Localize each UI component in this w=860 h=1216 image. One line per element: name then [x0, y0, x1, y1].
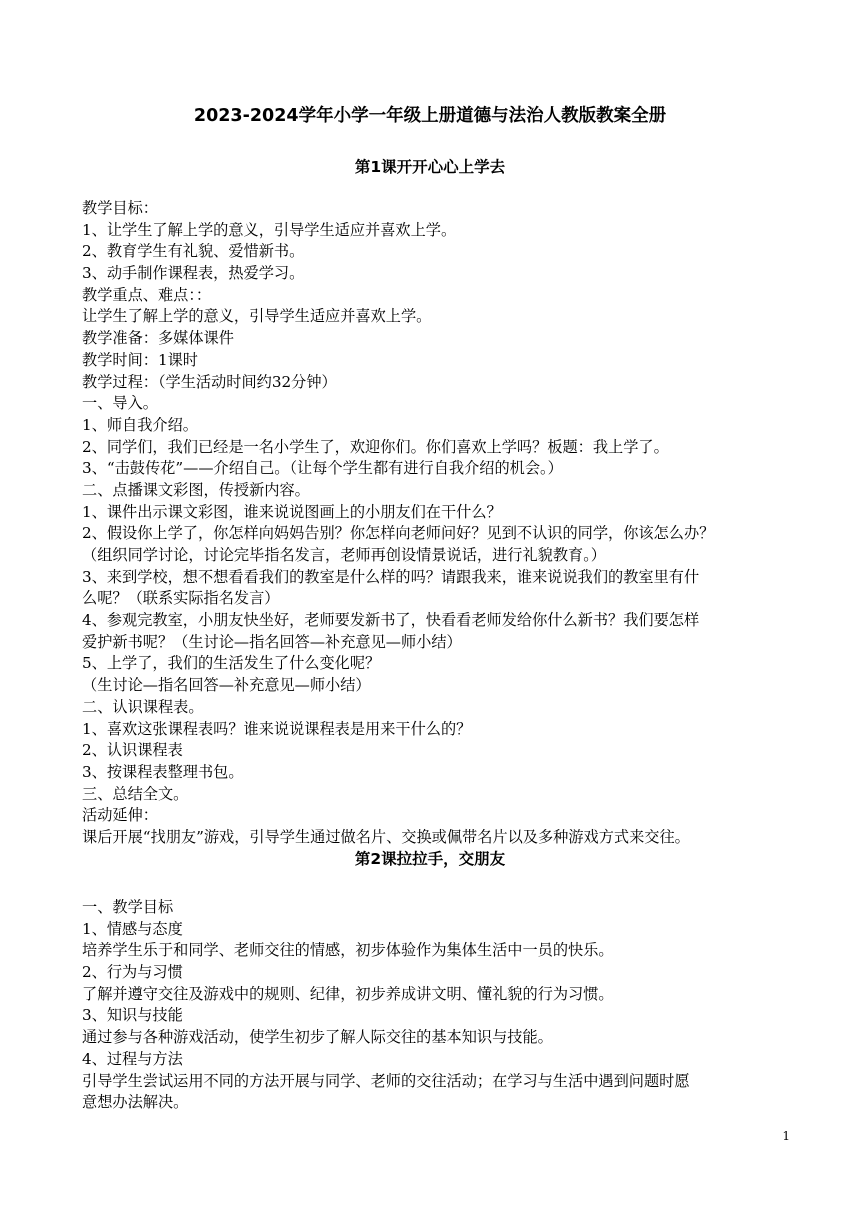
- text-line: 4、参观完教室，小朋友快坐好，老师要发新书了，快看看老师发给你什么新书？我们要怎样: [82, 611, 700, 630]
- text-line: 3、动手制作课程表，热爱学习。: [82, 264, 305, 283]
- lesson-2-title: 第2课拉拉手，交朋友: [354, 849, 506, 868]
- text-line: 教学准备：多媒体课件: [82, 329, 234, 348]
- text-line: 让学生了解上学的意义，引导学生适应并喜欢上学。: [82, 307, 432, 326]
- text-line: 2、行为与习惯: [82, 963, 183, 982]
- text-line: 培养学生乐于和同学、老师交往的情感，初步体验作为集体生活中一员的快乐。: [82, 941, 614, 960]
- text-line: 1、课件出示课文彩图，谁来说说图画上的小朋友们在干什么？: [82, 502, 502, 521]
- text-line: 3、“击鼓传花”——介绍自己。（让每个学生都有进行自我介绍的机会。）: [82, 459, 563, 478]
- text-line: 教学重点、难点：：: [82, 285, 212, 304]
- text-line: 教学时间：1课时: [82, 350, 198, 369]
- text-line: 三、总结全文。: [82, 784, 189, 803]
- text-line: 二、点播课文彩图，传授新内容。: [82, 480, 310, 499]
- text-line: 教学过程：（学生活动时间约32分钟）: [82, 372, 337, 391]
- text-line: 1、情感与态度: [82, 919, 183, 938]
- lesson-1-title: 第1课开开心心上学去: [354, 158, 506, 176]
- text-line: 2、假设你上学了，你怎样向妈妈告别？你怎样向老师问好？见到不认识的同学，你该怎么办？: [82, 524, 715, 543]
- page-number: 1: [782, 1129, 790, 1143]
- text-line: （生讨论—指名回答—补充意见—师小结）: [82, 676, 371, 695]
- text-line: 3、按课程表整理书包。: [82, 762, 244, 781]
- text-line: 1、让学生了解上学的意义，引导学生适应并喜欢上学。: [82, 220, 457, 239]
- text-line: 3、知识与技能: [82, 1006, 183, 1025]
- text-line: 4、过程与方法: [82, 1049, 183, 1068]
- lesson-1-body: [82, 198, 782, 870]
- text-line: 意想办法解决。: [82, 1093, 189, 1112]
- text-line: 二、认识课程表。: [82, 697, 204, 716]
- text-line: 课后开展“找朋友”游戏，引导学生通过做名片、交换或佩带名片以及多种游戏方式来交往。: [82, 827, 690, 846]
- text-line: 3、来到学校，想不想看看我们的教室是什么样的吗？请跟我来，谁来说说我们的教室里有什: [82, 567, 700, 586]
- lesson-2-body: [82, 897, 782, 1114]
- text-line: 2、教育学生有礼貌、爱惜新书。: [82, 242, 305, 261]
- text-line: 教学目标：: [82, 199, 158, 217]
- text-line: 么呢？（联系实际指名发言）: [82, 589, 280, 608]
- text-line: 引导学生尝试运用不同的方法开展与同学、老师的交往活动；在学习与生活中遇到问题时愿: [82, 1071, 690, 1090]
- text-line: 一、导入。: [82, 394, 158, 413]
- text-line: 1、喜欢这张课程表吗？谁来说说课程表是用来干什么的？: [82, 719, 472, 738]
- text-line: 2、同学们，我们已经是一名小学生了，欢迎你们。你们喜欢上学吗？板题：我上学了。: [82, 437, 669, 456]
- text-line: 1、师自我介绍。: [82, 415, 198, 434]
- text-line: 一、教学目标: [82, 898, 174, 916]
- text-line: 通过参与各种游戏活动，使学生初步了解人际交往的基本知识与技能。: [82, 1028, 553, 1047]
- text-line: （组织同学讨论，讨论完毕指名发言，老师再创设情景说话，进行礼貌教育。）: [82, 546, 606, 564]
- text-line: 活动延伸：: [82, 806, 158, 825]
- text-line: 2、认识课程表: [82, 741, 183, 760]
- text-line: 了解并遵守交往及游戏中的规则、纪律，初步养成讲文明、懂礼貌的行为习惯。: [82, 984, 614, 1003]
- document-title: 2023-2024学年小学一年级上册道德与法治人教版教案全册: [193, 106, 667, 126]
- text-line: 5、上学了，我们的生活发生了什么变化呢？: [82, 654, 381, 673]
- text-line: 爱护新书呢？（生讨论—指名回答—补充意见—师小结）: [82, 632, 462, 651]
